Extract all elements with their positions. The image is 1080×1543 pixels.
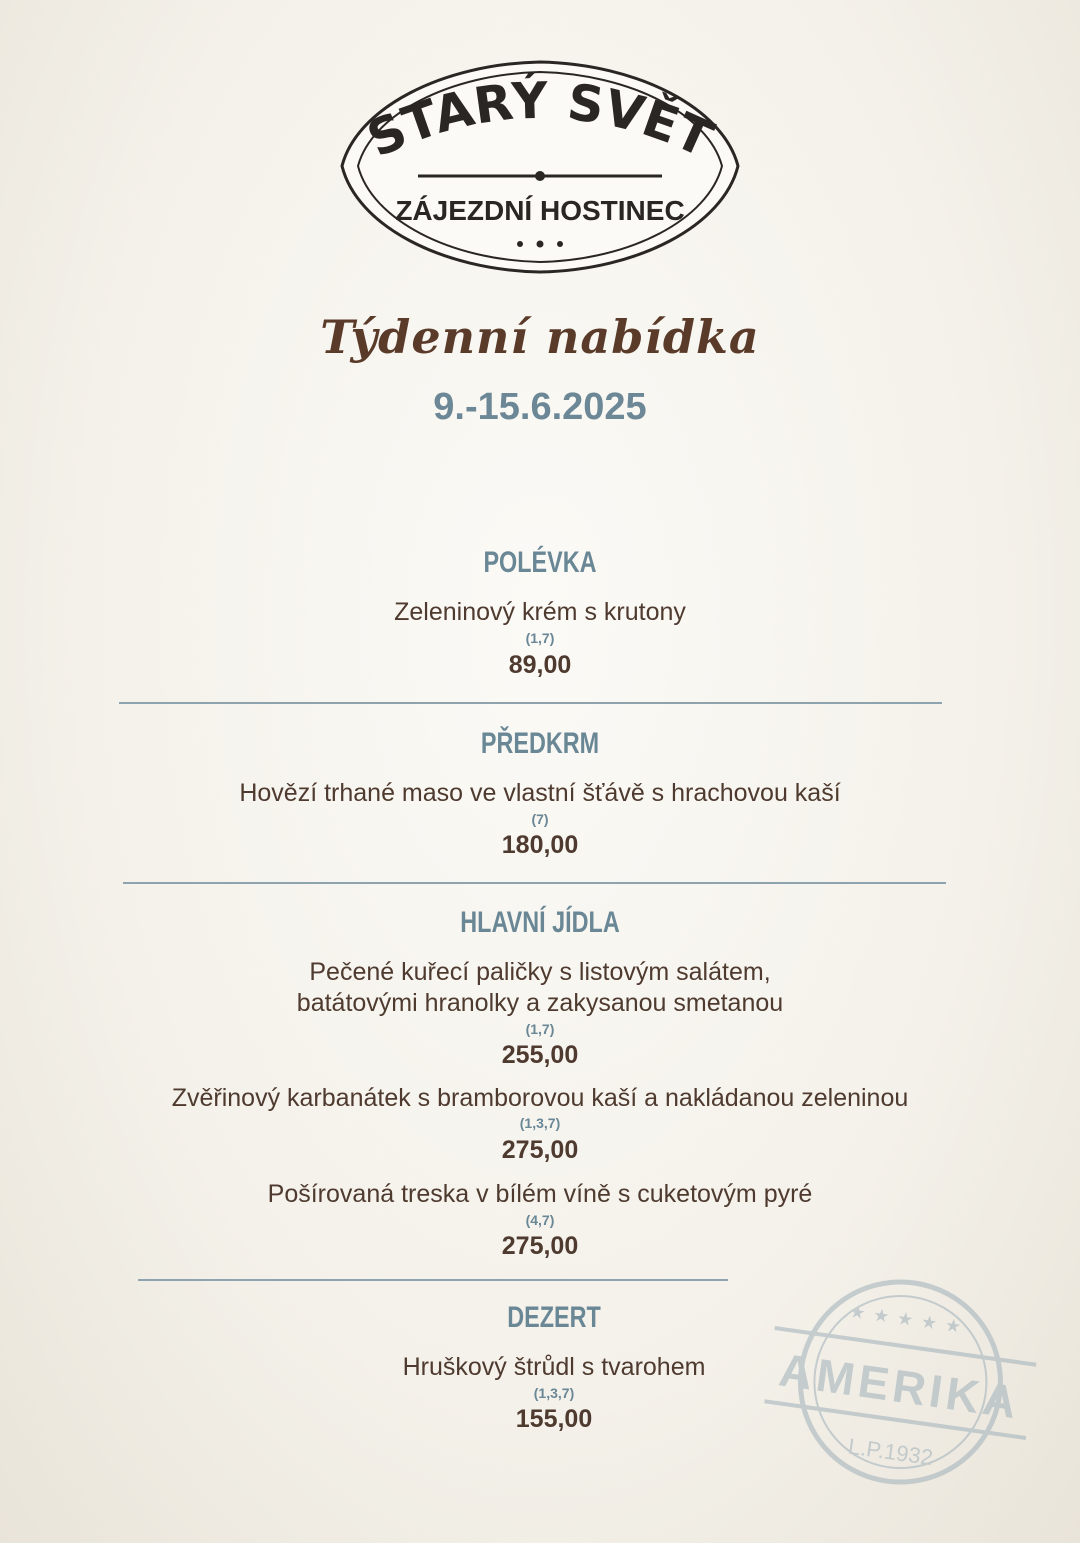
menu-item-price: 255,00 <box>501 1041 579 1069</box>
menu-item-name: Zeleninový krém s krutony <box>394 598 686 626</box>
date-range: 9.-15.6.2025 <box>433 386 647 428</box>
menu-item-allergens: (4,7) <box>525 1212 555 1228</box>
menu-item-price: 275,00 <box>501 1136 579 1164</box>
menu-item-allergens: (1,3,7) <box>519 1115 561 1131</box>
menu-item-allergens: (1,7) <box>525 630 555 646</box>
menu-item-name: Hruškový štrůdl s tvarohem <box>402 1353 706 1381</box>
section-title-polevka: POLÉVKA <box>483 546 597 579</box>
section-title-dezert: DEZERT <box>507 1301 601 1334</box>
menu-item-name: Hovězí trhané maso ve vlastní šťávě s hrachovou kaší <box>239 779 841 807</box>
menu-item-price: 180,00 <box>501 831 579 859</box>
amerika-stamp <box>762 1270 1038 1500</box>
menu-item-price: 275,00 <box>501 1232 579 1260</box>
menu-item-allergens: (1,7) <box>525 1021 555 1037</box>
menu-item-price: 89,00 <box>508 651 572 679</box>
page-title: Týdenní nabídka <box>320 310 760 364</box>
menu-item-price: 155,00 <box>515 1405 593 1433</box>
section-title-hlavni-jidla: HLAVNÍ JÍDLA <box>460 906 620 939</box>
stamp-text: AMERIKA <box>776 1343 1024 1429</box>
section-title-predkrm: PŘEDKRM <box>480 727 600 760</box>
menu-item-name: Zvěřinový karbanátek s bramborovou kaší a nakládanou zeleninou <box>171 1084 909 1112</box>
divider <box>119 702 942 704</box>
svg-text:★★★★★: ★★★★★ <box>847 1301 971 1339</box>
divider <box>138 1279 728 1281</box>
menu-item-allergens: (1,3,7) <box>533 1385 575 1401</box>
logo <box>338 58 742 276</box>
stamp-year: L.P.1932 <box>846 1433 935 1471</box>
menu-item-name-line2: batátovými hranolky a zakysanou smetanou <box>296 989 784 1017</box>
logo-name: STARÝ SVĚT <box>358 71 722 169</box>
menu-item-name-line1: Pečené kuřecí paličky s listovým salátem, <box>309 958 771 986</box>
divider <box>123 882 946 884</box>
menu-item-allergens: (7) <box>531 811 549 827</box>
menu-item-name: Pošírovaná treska v bílém víně s cuketovým pyré <box>267 1180 813 1208</box>
logo-subtitle: ZÁJEZDNÍ HOSTINEC <box>395 195 685 226</box>
